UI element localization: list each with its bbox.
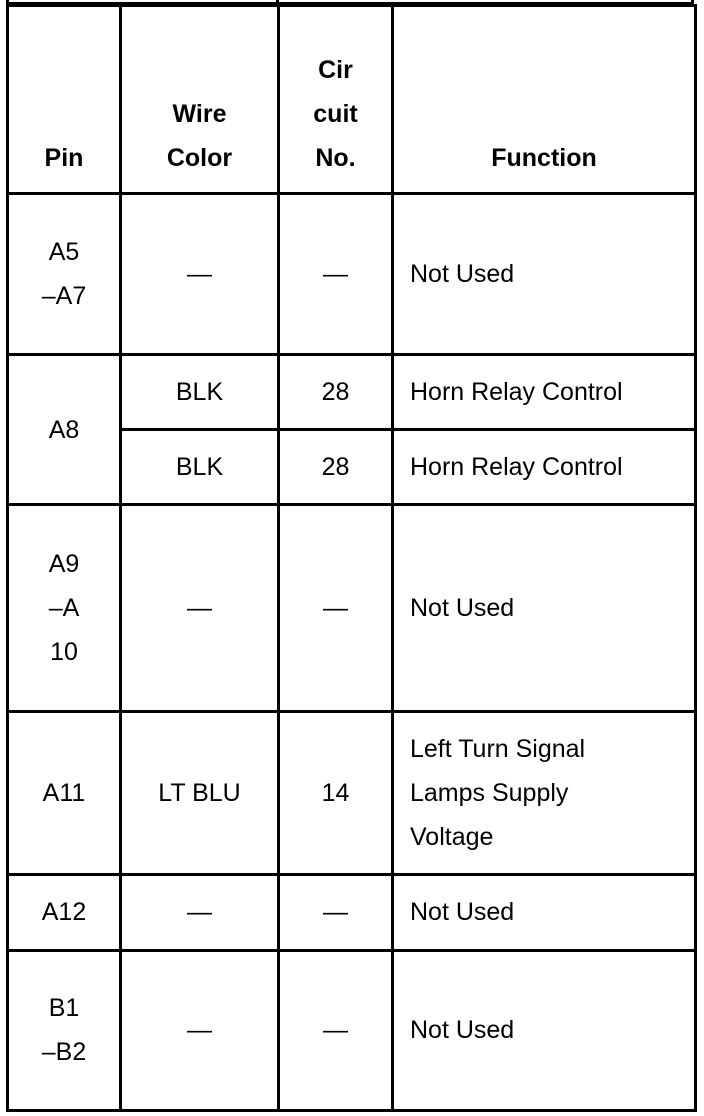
wire-color-cell: LT BLU <box>121 711 279 874</box>
function-line: Horn Relay Control <box>410 378 623 407</box>
pin-line: A9 <box>48 549 80 578</box>
function-line: Not Used <box>410 1016 515 1045</box>
function-cell <box>393 355 696 430</box>
table-row <box>8 505 696 711</box>
header-circuit-no-line: No. <box>315 144 356 172</box>
function-cell <box>393 430 696 505</box>
pin-line: –A <box>48 593 80 622</box>
circuit-no-cell: — <box>279 505 393 711</box>
table-row <box>8 355 696 430</box>
header-pin <box>8 6 121 194</box>
circuit-no-cell: 28 <box>279 430 393 505</box>
pin-cell <box>8 950 121 1110</box>
function-line: Not Used <box>410 260 515 289</box>
column-stub <box>6 0 9 6</box>
function-line: Horn Relay Control <box>410 453 623 482</box>
connector-pinout-table-container <box>6 4 694 1112</box>
wire-color-cell: — <box>121 505 279 711</box>
function-line: Not Used <box>410 898 515 927</box>
header-wire-color-line: Wire <box>172 100 227 128</box>
header-circuit-no-line: cuit <box>313 100 358 128</box>
pin-line: A12 <box>41 898 87 927</box>
circuit-no-cell: 28 <box>279 355 393 430</box>
wire-color-cell: — <box>121 874 279 950</box>
header-circuit-no-line: Cir <box>318 56 353 84</box>
connector-pinout-table <box>6 4 697 1112</box>
pin-cell <box>8 355 121 505</box>
table-row <box>8 711 696 874</box>
header-circuit-no <box>279 6 393 194</box>
column-stub <box>691 0 694 6</box>
function-line: Not Used <box>410 593 515 622</box>
function-cell <box>393 950 696 1110</box>
pin-cell <box>8 874 121 950</box>
column-stub <box>276 0 279 6</box>
pin-line: B1 <box>48 994 80 1023</box>
pin-line: 10 <box>50 637 78 666</box>
circuit-no-cell: 14 <box>279 711 393 874</box>
header-function-line: Function <box>491 144 597 172</box>
circuit-no-cell: — <box>279 874 393 950</box>
pin-line: –B2 <box>41 1038 87 1067</box>
table-row <box>8 950 696 1110</box>
wire-color-cell: — <box>121 950 279 1110</box>
table-row <box>8 874 696 950</box>
table-row <box>8 194 696 355</box>
table-header-row <box>8 6 696 194</box>
function-line: Left Turn Signal <box>410 734 586 763</box>
function-cell <box>393 194 696 355</box>
pin-line: A8 <box>48 415 80 444</box>
pin-cell <box>8 711 121 874</box>
header-pin-line: Pin <box>44 144 84 172</box>
table-top-rule <box>6 2 694 5</box>
circuit-no-cell: — <box>279 194 393 355</box>
header-wire-color <box>121 6 279 194</box>
function-line: Voltage <box>410 822 494 851</box>
pin-cell <box>8 505 121 711</box>
wire-color-cell: BLK <box>121 355 279 430</box>
pin-line: A5 <box>48 238 80 267</box>
function-cell <box>393 874 696 950</box>
header-function <box>393 6 696 194</box>
circuit-no-cell: — <box>279 950 393 1110</box>
function-cell <box>393 711 696 874</box>
header-wire-color-line: Color <box>166 144 233 172</box>
pin-line: A11 <box>42 778 86 807</box>
pin-cell <box>8 194 121 355</box>
pin-line: –A7 <box>41 282 87 311</box>
wire-color-cell: — <box>121 194 279 355</box>
function-line: Lamps Supply <box>410 778 569 807</box>
function-cell <box>393 505 696 711</box>
wire-color-cell: BLK <box>121 430 279 505</box>
